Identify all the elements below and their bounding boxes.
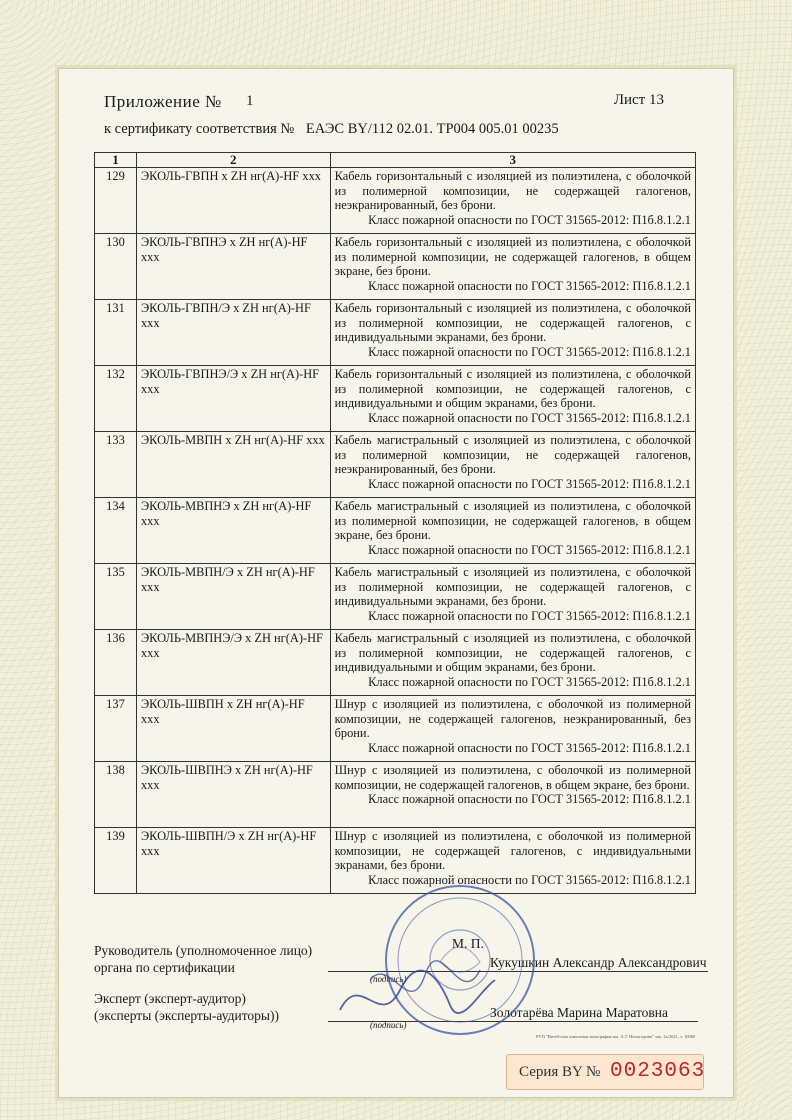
table-row — [95, 168, 696, 234]
product-description — [330, 432, 695, 498]
table-row — [95, 696, 696, 762]
fire-class: Класс пожарной опасности по ГОСТ 31565-2012: П1б.8.1.2.1 — [368, 278, 691, 293]
product-name: ЭКОЛЬ-ШВПН/Э х ZH нг(А)-HF ххх — [136, 828, 330, 894]
description-text: Кабель магистральный с изоляцией из полиэтилена, с оболочкой из полимерной композиции, не содержащей галогенов, неэкранированный, без брони. — [334, 433, 691, 477]
series-number: 0023063 — [610, 1060, 706, 1083]
certificate-reference — [104, 121, 559, 138]
description-text: Кабель горизонтальный с изоляцией из полиэтилена, с оболочкой из полимерной композиции, не содержащей галогенов, неэкранированный, без брони. — [334, 169, 691, 213]
head-signature-block — [94, 942, 312, 976]
printer-note: РУП "Витебская зональная типография им. А.Т. Непогодина" зак. 1к/2021, т. 10000 — [536, 1034, 696, 1039]
product-name: ЭКОЛЬ-ШВПНЭ х ZH нг(А)-HF ххх — [136, 762, 330, 828]
row-number: 134 — [95, 498, 137, 564]
head-title-line1: Руководитель (уполномоченное лицо) — [94, 943, 313, 958]
description-text: Шнур с изоляцией из полиэтилена, с оболочкой из полимерной композиции, не содержащей галогенов, в общем экране, без брони. — [334, 763, 691, 792]
product-description — [330, 168, 695, 234]
product-description — [330, 564, 695, 630]
product-name: ЭКОЛЬ-МВПН/Э х ZH нг(А)-HF ххх — [136, 564, 330, 630]
fire-class: Класс пожарной опасности по ГОСТ 31565-2012: П1б.8.1.2.1 — [368, 608, 691, 623]
table-row — [95, 564, 696, 630]
seal-place-label: М. П. — [452, 936, 484, 951]
table-row — [95, 300, 696, 366]
cert-number: ЕАЭС BY/112 02.01. ТР004 005.01 00235 — [305, 121, 559, 137]
description-text: Кабель горизонтальный с изоляцией из полиэтилена, с оболочкой из полимерной композиции, не содержащей галогенов, с индивидуальными и общим экранами, без брони. — [334, 367, 691, 411]
handwritten-signature-icon — [330, 950, 500, 1040]
product-name: ЭКОЛЬ-ГВПН/Э х ZH нг(А)-HF ххх — [136, 300, 330, 366]
appendix-number: 1 — [246, 93, 254, 109]
product-description — [330, 300, 695, 366]
description-text: Шнур с изоляцией из полиэтилена, с оболочкой из полимерной композиции, не содержащей галогенов, с индивидуальными экранами, без брони. — [334, 829, 691, 873]
table-row — [95, 366, 696, 432]
head-name: Кукушкин Александр Александрович — [490, 955, 707, 970]
row-number: 129 — [95, 168, 137, 234]
cert-prefix: к сертификату соответствия № — [104, 121, 295, 137]
product-description — [330, 234, 695, 300]
product-description — [330, 696, 695, 762]
product-name: ЭКОЛЬ-ГВПНЭ/Э х ZH нг(А)-HF ххх — [136, 366, 330, 432]
fire-class: Класс пожарной опасности по ГОСТ 31565-2012: П1б.8.1.2.1 — [368, 792, 691, 807]
description-text: Кабель магистральный с изоляцией из полиэтилена, с оболочкой из полимерной композиции, не содержащей галогенов, с индивидуальными экранами, без брони. — [334, 565, 691, 609]
row-number: 133 — [95, 432, 137, 498]
product-description — [330, 630, 695, 696]
head-signature-caption: (подпись) — [370, 974, 407, 984]
product-description — [330, 366, 695, 432]
series-label: Серия BY № — [519, 1064, 601, 1080]
fire-class: Класс пожарной опасности по ГОСТ 31565-2012: П1б.8.1.2.1 — [368, 476, 691, 491]
expert-signature-block — [94, 990, 279, 1024]
row-number: 136 — [95, 630, 137, 696]
row-number: 132 — [95, 366, 137, 432]
appendix-label: Приложение № — [104, 92, 222, 111]
column-header: 2 — [136, 153, 330, 168]
head-title-line2: органа по сертификации — [94, 960, 235, 975]
fire-class: Класс пожарной опасности по ГОСТ 31565-2012: П1б.8.1.2.1 — [368, 410, 691, 425]
table-row — [95, 498, 696, 564]
sheet-number: Лист 13 — [613, 92, 664, 108]
fire-class: Класс пожарной опасности по ГОСТ 31565-2012: П1б.8.1.2.1 — [368, 740, 691, 755]
fire-class: Класс пожарной опасности по ГОСТ 31565-2012: П1б.8.1.2.1 — [368, 674, 691, 689]
fire-class: Класс пожарной опасности по ГОСТ 31565-2012: П1б.8.1.2.1 — [368, 344, 691, 359]
row-number: 139 — [95, 828, 137, 894]
row-number: 138 — [95, 762, 137, 828]
expert-title-line2: (эксперты (эксперты-аудиторы)) — [94, 1008, 279, 1023]
column-header: 1 — [95, 153, 137, 168]
product-name: ЭКОЛЬ-МВПНЭ/Э х ZH нг(А)-HF ххх — [136, 630, 330, 696]
description-text: Шнур с изоляцией из полиэтилена, с оболочкой из полимерной композиции, не содержащей галогенов, неэкранированный, без брони. — [334, 697, 691, 741]
fire-class: Класс пожарной опасности по ГОСТ 31565-2012: П1б.8.1.2.1 — [368, 212, 691, 227]
products-table — [94, 152, 696, 894]
expert-name: Золотарёва Марина Маратовна — [490, 1005, 669, 1020]
table-header-row — [95, 153, 696, 168]
product-name: ЭКОЛЬ-МВПН х ZH нг(А)-HF ххх — [136, 432, 330, 498]
row-number: 130 — [95, 234, 137, 300]
expert-title-line1: Эксперт (эксперт-аудитор) — [94, 991, 246, 1006]
product-name: ЭКОЛЬ-МВПНЭ х ZH нг(А)-HF ххх — [136, 498, 330, 564]
row-number: 135 — [95, 564, 137, 630]
description-text: Кабель магистральный с изоляцией из полиэтилена, с оболочкой из полимерной композиции, не содержащей галогенов, в общем экране, без брони. — [334, 499, 691, 543]
description-text: Кабель горизонтальный с изоляцией из полиэтилена, с оболочкой из полимерной композиции, не содержащей галогенов, в общем экране, без брони. — [334, 235, 691, 279]
row-number: 131 — [95, 300, 137, 366]
fire-class: Класс пожарной опасности по ГОСТ 31565-2012: П1б.8.1.2.1 — [368, 872, 691, 887]
product-name: ЭКОЛЬ-ГВПН х ZH нг(А)-HF ххх — [136, 168, 330, 234]
product-description — [330, 762, 695, 828]
product-description — [330, 498, 695, 564]
row-number: 137 — [95, 696, 137, 762]
table-row — [95, 234, 696, 300]
description-text: Кабель горизонтальный с изоляцией из полиэтилена, с оболочкой из полимерной композиции, не содержащей галогенов, с индивидуальными экранами, без брони. — [334, 301, 691, 345]
series-badge — [506, 1054, 704, 1090]
table-row — [95, 432, 696, 498]
expert-signature-caption: (подпись) — [370, 1020, 407, 1030]
appendix-header — [104, 92, 664, 116]
column-header: 3 — [330, 153, 695, 168]
description-text: Кабель магистральный с изоляцией из полиэтилена, с оболочкой из полимерной композиции, не содержащей галогенов, с индивидуальными и общим экранами, без брони. — [334, 631, 691, 675]
table-row — [95, 630, 696, 696]
table-row — [95, 762, 696, 828]
product-name: ЭКОЛЬ-ШВПН х ZH нг(А)-HF ххх — [136, 696, 330, 762]
product-name: ЭКОЛЬ-ГВПНЭ х ZH нг(А)-HF ххх — [136, 234, 330, 300]
fire-class: Класс пожарной опасности по ГОСТ 31565-2012: П1б.8.1.2.1 — [368, 542, 691, 557]
